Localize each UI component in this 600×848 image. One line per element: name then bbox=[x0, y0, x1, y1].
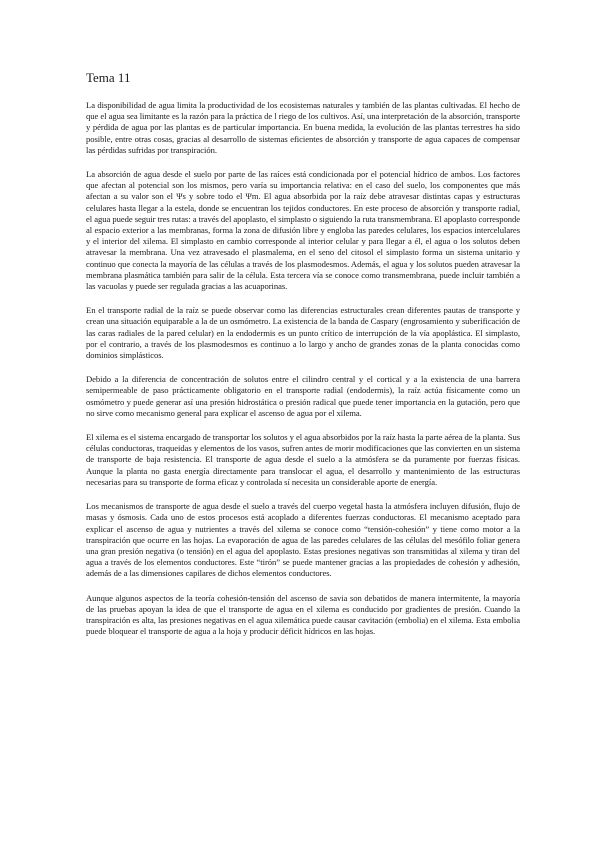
document-page bbox=[86, 70, 520, 650]
paragraph-7: Aunque algunos aspectos de la teoría cohesión-tensión del ascenso de savia son debatidos de manera intermitente, la mayoría de las pruebas apoyan la idea de que el transporte de agua en el xilema es conducido por gradientes de presión. Cuando la transpiración es alta, las presiones negativas en el agua xilemática puede causar cavitación (embolia) en el xilema. Esta embolia puede bloquear el transporte de agua a la hoja y producir déficit hídricos en las hojas. bbox=[86, 592, 520, 637]
paragraph-2: La absorción de agua desde el suelo por parte de las raíces está condicionada por el potencial hídrico de ambos. Los factores que afectan al potencial son los mismos, pero varía su importancia relativa: en el caso del suelo, los componentes que más afectan a su valor son el Ψs y sobre todo el Ψm. El agua absorbida por la raíz debe atravesar distintas capas y estructuras celulares hasta llegar a la estela, donde se encuentran los tejidos conductores. En este proceso de absorción y transporte radial, el agua puede seguir tres rutas: a través del apoplasto, el simplasto o siguiendo la ruta transmembrana. El apoplasto corresponde al espacio exterior a las membranas, forma la zona de difusión libre y engloba las paredes celulares, los espacios intercelulares y el interior del xilema. El simplasto en cambio corresponde al interior celular y para llegar a él, el agua o los solutos deben atravesar la membrana. Una vez atravesado el plasmalema, en el seno del citosol el simplasto forma un sistema unitario y continuo que conecta la mayoría de las células a través de los plasmodesmos. Además, el agua y los solutos pueden atravesar la membrana plasmática también para salir de la célula. Esta tercera vía se conoce como transmembrana, puede incluir también a las vacuolas y puede ser regulada gracias a las acuaporinas. bbox=[86, 169, 520, 292]
paragraph-6: Los mecanismos de transporte de agua desde el suelo a través del cuerpo vegetal hasta la atmósfera incluyen difusión, flujo de masas y ósmosis. Cada uno de estos procesos está acoplado a diferentes fuerzas conductoras. El mecanismo aceptado para explicar el ascenso de agua y nutrientes a través del xilema se conoce como “tensión-cohesión” y tiene como motor a la transpiración que ocurre en las hojas. La evaporación de agua de las paredes celulares de las células del mesófilo foliar genera una gran presión negativa (o tensión) en el agua del apoplasto. Estas presiones negativas son transmitidas al xilema y tiran del agua a través de los elementos conductores. Este “tirón” se puede mantener gracias a las propiedades de cohesión y adhesión, además de a las dimensiones capilares de dichos elementos conductores. bbox=[86, 501, 520, 579]
paragraph-3: En el transporte radial de la raíz se puede observar como las diferencias estructurales crean diferentes pautas de transporte y crean una situación equiparable a la de un osmómetro. La existencia de la banda de Caspary (engrosamiento y suberificación de las caras radiales de la pared celular) en la endodermis es un punto crítico de interrupción de la vía apoplástica. El simplasto, por el contrario, a través de los plasmodesmos es continuo a lo largo y ancho de grandes zonas de la planta conocidas como dominios simplásticos. bbox=[86, 305, 520, 361]
paragraph-5: El xilema es el sistema encargado de transportar los solutos y el agua absorbidos por la raíz hasta la parte aérea de la planta. Sus células conductoras, traqueidas y elementos de los vasos, sufren antes de morir modificaciones que las convierten en un sistema de transporte de baja resistencia. El transporte de agua desde el suelo a la atmósfera se da puramente por fuerzas físicas. Aunque la planta no gasta energía directamente para translocar el agua, el desarrollo y mantenimiento de las estructuras necesarias para su transporte de forma eficaz y controlada sí necesita un considerable aporte de energía. bbox=[86, 432, 520, 487]
paragraph-4: Debido a la diferencia de concentración de solutos entre el cilindro central y el cortical y a la existencia de una barrera semipermeable de paso prácticamente obligatorio en el transporte radial (endodermis), la raíz actúa físicamente como un osmómetro y puede generar así una presión hidrostática o presión radical que puede tener importancia en la gutación, pero que no sirve como mecanismo general para explicar el ascenso de agua por el xilema. bbox=[86, 374, 520, 418]
document-title: Tema 11 bbox=[86, 70, 131, 85]
paragraph-1: La disponibilidad de agua limita la productividad de los ecosistemas naturales y también de las plantas cultivadas. El hecho de que el agua sea limitante es la razón para la práctica de l riego de los cultivos. Así, una interpretación de la absorción, transporte y pérdida de agua por las plantas es de particular importancia. En buena medida, la evolución de las plantas terrestres ha sido posible, entre otras cosas, gracias al desarrollo de sistemas eficientes de absorción y transporte de agua capaces de compensar las pérdidas sufridas por transpiración. bbox=[86, 100, 520, 155]
